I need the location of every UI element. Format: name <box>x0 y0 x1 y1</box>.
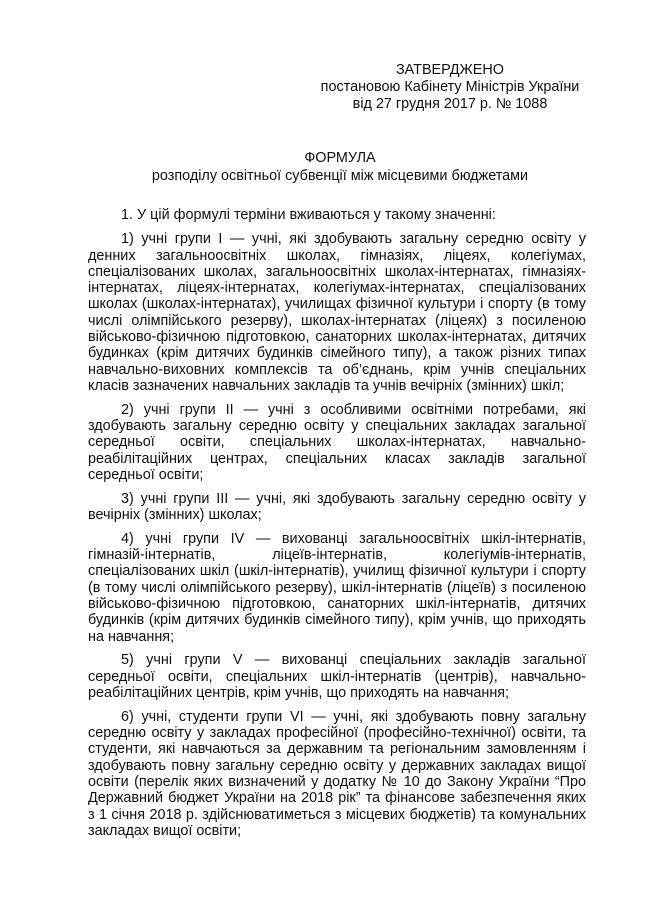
paragraph-group-2: 2) учні групи II — учні з особливими освітніми потребами, які здобувають загальну середню освіту у спеціальних закладах загальної середньої освіти, спеціальних школах-інтернатах, навчально-реабілітаційних центрах, спеціальних класах закладів загальної середньої освіти; <box>88 401 586 483</box>
document-title <box>90 150 590 185</box>
approval-authority: постановою Кабінету Міністрів України <box>320 79 580 95</box>
approval-date: від 27 грудня 2017 р. № 1088 <box>352 96 548 112</box>
title-subtitle: розподілу освітньої субвенції між місцевими бюджетами <box>151 167 529 184</box>
paragraph-group-3: 3) учні групи III — учні, які здобувають загальну середню освіту у вечірніх (змінних) школах; <box>88 490 586 524</box>
paragraph-group-5: 5) учні групи V — вихованці спеціальних закладів загальної середньої освіти, спеціальних шкіл-інтернатів (центрів), навчально-реабілітаційних центрів, крім учнів, що приходять на навчання; <box>88 652 586 702</box>
paragraph-group-6: 6) учні, студенти групи VI — учні, які здобувають повну загальну середню освіту у закладах професійної (професійно-технічної) освіти, та студенти, які навчаються за державним та регіональним замовленням і здобувають повну загальну середню освіту у державних закладах вищої освіти (перелік яких визначений у додатку № 10 до Закону України “Про Державний бюджет України на 2018 рік” та фінансове забезпечення яких з 1 січня 2018 р. здійснюватиметься з місцевих бюджетів) та комунальних закладах вищої освіти; <box>88 708 586 839</box>
approval-heading: ЗАТВЕРДЖЕНО <box>395 62 504 78</box>
paragraph-group-4: 4) учні групи IV — вихованці загальноосвітніх шкіл-інтернатів, гімназій-інтернатів, ліцеїв-інтернатів, колегіумів-інтернатів, спеціалізованих шкіл (шкіл-інтернатів), училищ фізичної культури і спорту (в тому числі олімпійського резерву), шкіл-інтернатів (ліцеїв) з посиленою військово-фізичною підготовкою, санаторних шкіл-інтернатів, дитячих будинків (крім дитячих будинків сімейного типу), крім учнів, що приходять на навчання; <box>88 530 586 645</box>
approval-stamp <box>300 62 600 113</box>
paragraph-group-1: 1) учні групи I — учні, які здобувають загальну середню освіту у денних загальноосвітніх школах, гімназіях, ліцеях, колегіумах, спеціалізованих школах, загальноосвітніх школах-інтернатах, гімназіях-інтернатах, ліцеях-інтернатах, колегіумах-інтернатах, спеціалізованих школах (школах-інтернатах), училищах фізичної культури і спорту (в тому числі олімпійського резерву), школах-інтернатах (ліцеях) з посиленою військово-фізичною підготовкою, санаторних школах-інтернатах, дитячих будинках (крім дитячих будинків сімейного типу), а також різних типах навчально-виховних комплексів та об’єднань, крім учнів спеціальних класів зазначених навчальних закладів та учнів вечірніх (змінних) шкіл; <box>88 231 586 394</box>
title-heading: ФОРМУЛА <box>304 150 376 166</box>
document-body <box>88 207 586 847</box>
intro-paragraph: 1. У цій формулі терміни вживаються у такому значенні: <box>121 207 496 223</box>
